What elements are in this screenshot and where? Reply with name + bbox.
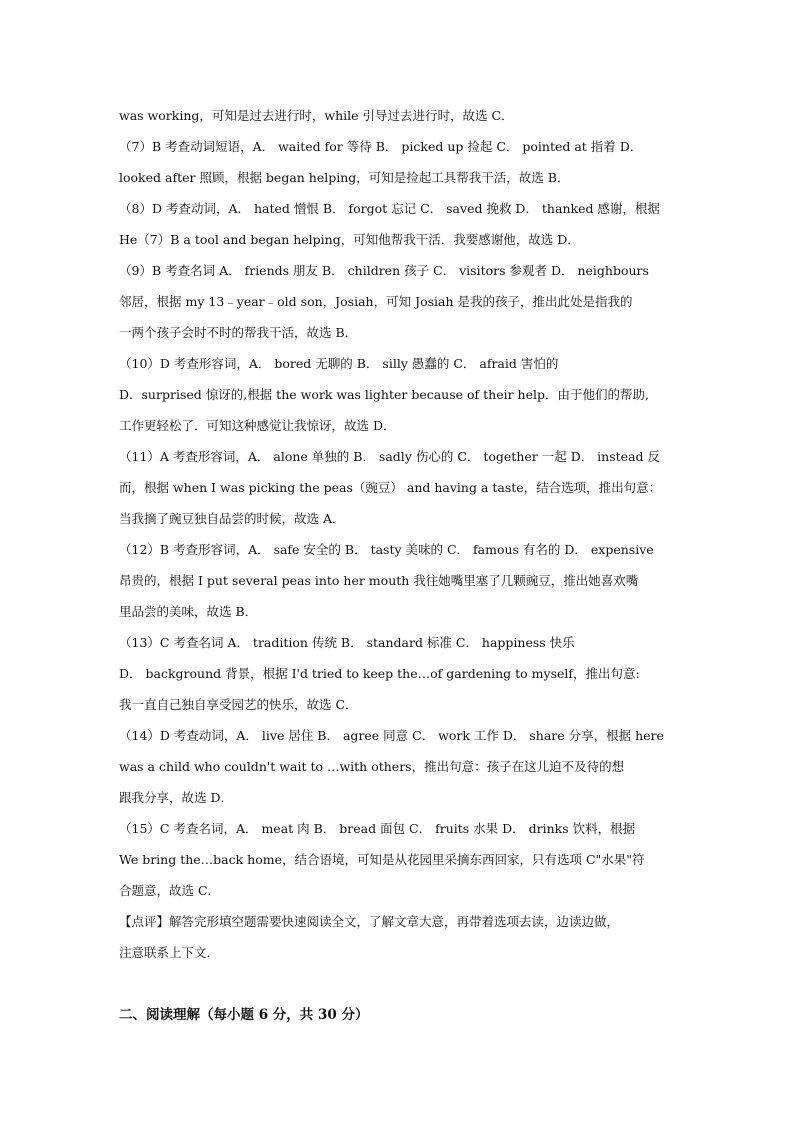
text-line: D．surprised 惊讶的,根据 the work was lighter because of their help．由于他们的帮助, xyxy=(119,387,649,402)
text-line: 当我摘了豌豆独自品尝的时候，故选 A． xyxy=(119,511,345,526)
text-line: was a child who couldn't wait to …with others，推出句意：孩子在这儿迫不及待的想 xyxy=(119,759,625,774)
section-spacer xyxy=(119,968,679,1000)
text-line: （13）C 考查名词 A． tradition 传统 B． standard 标准 C． happiness 快乐 xyxy=(119,635,575,650)
text-line: （12）B 考查形容词，A． safe 安全的 B． tasty 美味的 C． famous 有名的 D． expensive xyxy=(119,542,654,557)
text-line: D． background 背景，根据 I'd tried to keep the…of gardening to myself，推出句意: xyxy=(119,666,640,681)
text-line: （8）D 考查动词，A． hated 憎恨 B． forgot 忘记 C． saved 挽救 D． thanked 感谢，根据 xyxy=(119,201,660,216)
answer-explanation-text xyxy=(119,100,679,1031)
text-line: （14）D 考查动词，A． live 居住 B． agree 同意 C． work 工作 D． share 分享，根据 here xyxy=(119,728,664,743)
text-line: （9）B 考查名词 A． friends 朋友 B． children 孩子 C． visitors 参观者 D． neighbours xyxy=(119,263,649,278)
text-line: （11）A 考查形容词，A． alone 单独的 B． sadly 伤心的 C． together 一起 D． instead 反 xyxy=(119,449,660,464)
text-line: 工作更轻松了．可知这种感觉让我惊讶，故选 D． xyxy=(119,418,396,433)
text-line: 昂贵的，根据 I put several peas into her mouth 我往她嘴里塞了几颗豌豆，推出她喜欢嘴 xyxy=(119,573,639,588)
text-line: looked after 照顾，根据 began helping，可知是捡起工具帮我干活，故选 B． xyxy=(119,170,570,185)
text-line: 我一直自己独自享受园艺的快乐，故选 C． xyxy=(119,697,358,712)
comment-line: 【点评】解答完形填空题需要快速阅读全文，了解文章大意，再带着选项去读，边读边做， xyxy=(119,914,620,929)
section-heading: 二、阅读理解（每小题 6 分，共 30 分） xyxy=(119,1007,369,1023)
text-line: 邻居，根据 my 13﹣year﹣old son，Josiah，可知 Josiah 是我的孩子，推出此处是指我的 xyxy=(119,294,633,309)
comment-line: 注意联系上下文． xyxy=(119,945,220,960)
text-line: （15）C 考查名词，A． meat 肉 B． bread 面包 C． fruits 水果 D． drinks 饮料，根据 xyxy=(119,821,636,836)
text-line: He（7）B a tool and began helping，可知他帮我干活．我要感谢他，故选 D． xyxy=(119,232,580,247)
text-line: （10）D 考查形容词，A． bored 无聊的 B． silly 愚蠢的 C． afraid 害怕的 xyxy=(119,356,559,371)
text-line: 一两个孩子会时不时的帮我干活，故选 B． xyxy=(119,325,358,340)
text-line: 跟我分享，故选 D． xyxy=(119,790,233,805)
text-line: 里品尝的美味，故选 B． xyxy=(119,604,258,619)
text-line: 而，根据 when I was picking the peas（豌豆） and having a taste，结合选项，推出句意： xyxy=(119,480,662,495)
text-line: We bring the…back home，结合语境，可知是从花园里采摘东西回家，只有选项 C"水果"符 xyxy=(119,852,645,867)
text-line: 合题意，故选 C． xyxy=(119,883,221,898)
text-line: （7）B 考查动词短语，A． waited for 等待 B． picked up 捡起 C． pointed at 指着 D． xyxy=(119,139,643,154)
text-line: was working，可知是过去进行时，while 引导过去进行时，故选 C． xyxy=(119,108,514,123)
